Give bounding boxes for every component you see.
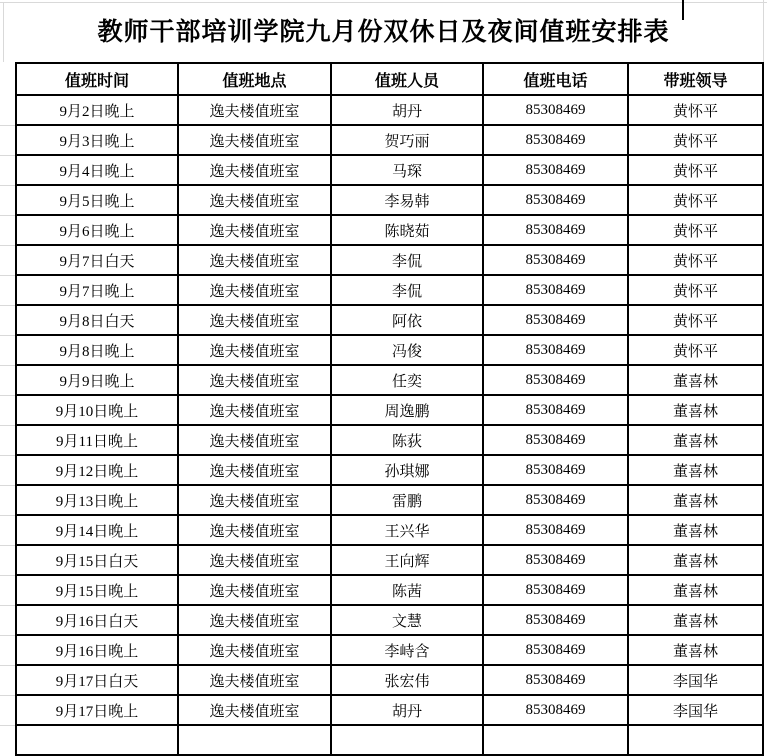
table-cell: 逸夫楼值班室 [178, 455, 331, 485]
table-cell: 逸夫楼值班室 [178, 635, 331, 665]
table-cell: 逸夫楼值班室 [178, 305, 331, 335]
table-cell: 李峙含 [331, 635, 483, 665]
table-cell: 逸夫楼值班室 [178, 95, 331, 125]
table-cell: 85308469 [483, 605, 628, 635]
table-cell [331, 725, 483, 755]
table-row [16, 275, 763, 305]
table-cell: 85308469 [483, 575, 628, 605]
table-row [16, 365, 763, 395]
table-cell: 85308469 [483, 545, 628, 575]
table-cell: 85308469 [483, 365, 628, 395]
table-cell: 逸夫楼值班室 [178, 365, 331, 395]
table-cell: 黄怀平 [628, 275, 763, 305]
table-cell: 胡丹 [331, 95, 483, 125]
table-row [16, 485, 763, 515]
table-row [16, 185, 763, 215]
table-cell: 逸夫楼值班室 [178, 215, 331, 245]
table-cell: 逸夫楼值班室 [178, 485, 331, 515]
table-cell: 9月9日晚上 [16, 365, 178, 395]
table-cell: 董喜林 [628, 365, 763, 395]
table-cell: 85308469 [483, 635, 628, 665]
table-cell: 9月16日白天 [16, 605, 178, 635]
table-cell: 李国华 [628, 695, 763, 725]
column-header-leader: 带班领导 [628, 63, 763, 95]
table-cell: 9月16日晚上 [16, 635, 178, 665]
table-cell: 逸夫楼值班室 [178, 515, 331, 545]
table-cell: 董喜林 [628, 575, 763, 605]
table-cell: 逸夫楼值班室 [178, 275, 331, 305]
table-cell: 9月17日晚上 [16, 695, 178, 725]
table-cell: 黄怀平 [628, 155, 763, 185]
table-cell: 85308469 [483, 695, 628, 725]
table-row [16, 605, 763, 635]
table-cell: 85308469 [483, 275, 628, 305]
table-cell: 85308469 [483, 185, 628, 215]
partial-row [16, 725, 763, 755]
duty-schedule-table [15, 62, 764, 756]
table-row [16, 515, 763, 545]
table-row [16, 95, 763, 125]
table-cell: 黄怀平 [628, 185, 763, 215]
table-cell: 陈荻 [331, 425, 483, 455]
table-cell: 9月13日晚上 [16, 485, 178, 515]
table-cell: 马琛 [331, 155, 483, 185]
table-cell [483, 725, 628, 755]
table-row [16, 665, 763, 695]
table-row [16, 635, 763, 665]
table-row [16, 215, 763, 245]
table-cell: 9月6日晚上 [16, 215, 178, 245]
table-cell: 逸夫楼值班室 [178, 575, 331, 605]
table-cell: 贺巧丽 [331, 125, 483, 155]
table-cell: 文慧 [331, 605, 483, 635]
table-cell: 黄怀平 [628, 125, 763, 155]
table-cell: 张宏伟 [331, 665, 483, 695]
column-header-person: 值班人员 [331, 63, 483, 95]
table-cell: 85308469 [483, 305, 628, 335]
table-cell: 黄怀平 [628, 335, 763, 365]
table-cell: 阿依 [331, 305, 483, 335]
table-cell: 黄怀平 [628, 245, 763, 275]
table-cell: 9月7日白天 [16, 245, 178, 275]
table-cell: 85308469 [483, 665, 628, 695]
table-cell: 85308469 [483, 515, 628, 545]
table-row [16, 305, 763, 335]
table-row [16, 575, 763, 605]
table-cell: 逸夫楼值班室 [178, 695, 331, 725]
table-cell [16, 725, 178, 755]
table-cell: 董喜林 [628, 425, 763, 455]
table-cell: 85308469 [483, 215, 628, 245]
table-cell: 董喜林 [628, 455, 763, 485]
table-cell: 85308469 [483, 425, 628, 455]
gridline-top [0, 2, 767, 3]
table-cell: 董喜林 [628, 545, 763, 575]
table-cell [628, 725, 763, 755]
table-cell: 85308469 [483, 395, 628, 425]
table-cell: 黄怀平 [628, 215, 763, 245]
table-row [16, 125, 763, 155]
table-cell: 孙琪娜 [331, 455, 483, 485]
table-cell: 9月3日晚上 [16, 125, 178, 155]
table-cell: 黄怀平 [628, 95, 763, 125]
table-cell: 9月12日晚上 [16, 455, 178, 485]
table-row [16, 425, 763, 455]
table-cell: 85308469 [483, 455, 628, 485]
table-cell: 胡丹 [331, 695, 483, 725]
row-gridline-ticks [0, 96, 15, 731]
table-cell: 85308469 [483, 335, 628, 365]
table-cell: 9月5日晚上 [16, 185, 178, 215]
table-cell: 王向辉 [331, 545, 483, 575]
table-cell: 逸夫楼值班室 [178, 605, 331, 635]
table-cell: 李侃 [331, 275, 483, 305]
table-cell: 逸夫楼值班室 [178, 155, 331, 185]
table-row [16, 695, 763, 725]
table-cell: 李易韩 [331, 185, 483, 215]
table-cell: 李侃 [331, 245, 483, 275]
table-cell: 陈茜 [331, 575, 483, 605]
table-cell: 王兴华 [331, 515, 483, 545]
table-cell: 逸夫楼值班室 [178, 335, 331, 365]
table-cell: 9月17日白天 [16, 665, 178, 695]
table-cell: 董喜林 [628, 635, 763, 665]
page-title: 教师干部培训学院九月份双休日及夜间值班安排表 [97, 19, 670, 46]
table-cell: 85308469 [483, 155, 628, 185]
table-cell: 9月2日晚上 [16, 95, 178, 125]
table-cell: 逸夫楼值班室 [178, 545, 331, 575]
table-row [16, 155, 763, 185]
table-cell: 冯俊 [331, 335, 483, 365]
table-row [16, 395, 763, 425]
table-cell: 任奕 [331, 365, 483, 395]
table-cell: 逸夫楼值班室 [178, 245, 331, 275]
table-cell: 逸夫楼值班室 [178, 665, 331, 695]
table-cell: 9月7日晚上 [16, 275, 178, 305]
table-cell: 85308469 [483, 125, 628, 155]
table-cell: 85308469 [483, 485, 628, 515]
header-row [16, 63, 763, 95]
table-cell: 9月4日晚上 [16, 155, 178, 185]
column-header-time: 值班时间 [16, 63, 178, 95]
table-cell: 董喜林 [628, 395, 763, 425]
table-cell: 逸夫楼值班室 [178, 125, 331, 155]
table-cell: 逸夫楼值班室 [178, 185, 331, 215]
table-cell: 9月14日晚上 [16, 515, 178, 545]
table-cell: 陈晓茹 [331, 215, 483, 245]
table-cell: 董喜林 [628, 485, 763, 515]
table-row [16, 545, 763, 575]
table-body [16, 95, 763, 755]
table-cell: 李国华 [628, 665, 763, 695]
table-cell [178, 725, 331, 755]
table-cell: 9月8日晚上 [16, 335, 178, 365]
table-row [16, 335, 763, 365]
table-cell: 董喜林 [628, 515, 763, 545]
table-cell: 雷鹏 [331, 485, 483, 515]
table-cell: 董喜林 [628, 605, 763, 635]
table-row [16, 245, 763, 275]
column-header-location: 值班地点 [178, 63, 331, 95]
table-cell: 黄怀平 [628, 305, 763, 335]
table-cell: 85308469 [483, 95, 628, 125]
table-cell: 周逸鹏 [331, 395, 483, 425]
table-cell: 9月15日晚上 [16, 575, 178, 605]
table-cell: 9月11日晚上 [16, 425, 178, 455]
column-header-phone: 值班电话 [483, 63, 628, 95]
table-cell: 85308469 [483, 245, 628, 275]
table-cell: 逸夫楼值班室 [178, 425, 331, 455]
table-cell: 逸夫楼值班室 [178, 395, 331, 425]
table-row [16, 455, 763, 485]
table-cell: 9月15日白天 [16, 545, 178, 575]
table-cell: 9月8日白天 [16, 305, 178, 335]
table-cell: 9月10日晚上 [16, 395, 178, 425]
